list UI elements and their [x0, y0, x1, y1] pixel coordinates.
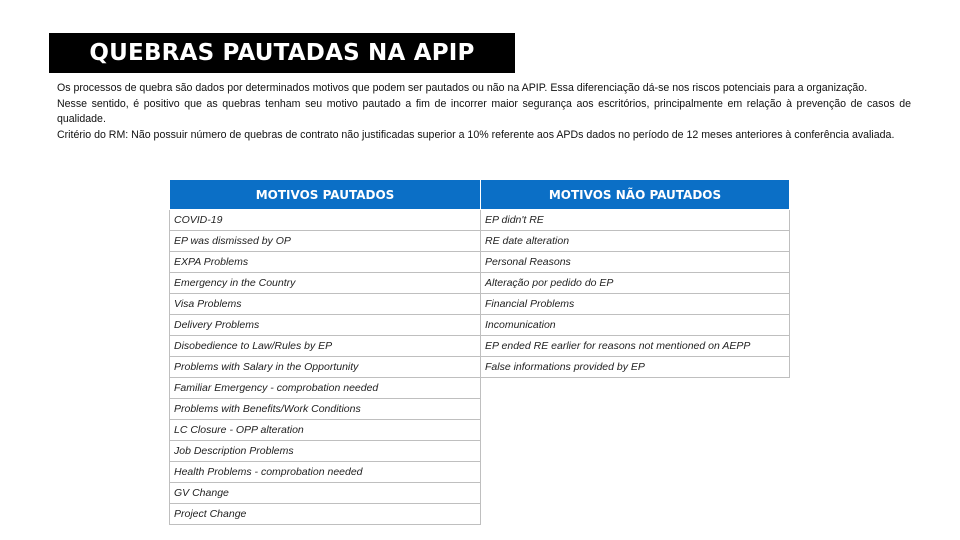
motivo-pautado-cell: Problems with Salary in the Opportunity	[170, 357, 481, 378]
motivo-pautado-cell: Emergency in the Country	[170, 273, 481, 294]
page-title: QUEBRAS PAUTADAS NA APIP	[89, 40, 475, 66]
motivo-pautado-cell: LC Closure - OPP alteration	[170, 420, 481, 441]
motivo-pautado-cell: EXPA Problems	[170, 252, 481, 273]
intro-paragraph-3: Critério do RM: Não possuir número de quebras de contrato não justificadas superior a 10% referente aos APDs dados no período de 12 meses anteriores à conferência avaliada.	[57, 129, 895, 142]
motivo-nao-pautado-cell	[481, 462, 790, 483]
table-row	[170, 420, 790, 441]
table-row	[170, 273, 790, 294]
motivo-pautado-cell: GV Change	[170, 483, 481, 504]
motivo-nao-pautado-cell	[481, 378, 790, 399]
motivo-nao-pautado-cell: RE date alteration	[481, 231, 790, 252]
table-row	[170, 441, 790, 462]
motivo-nao-pautado-cell: Personal Reasons	[481, 252, 790, 273]
table-header-row	[170, 180, 790, 210]
motivo-pautado-cell: Job Description Problems	[170, 441, 481, 462]
motivo-nao-pautado-cell	[481, 483, 790, 504]
table-row	[170, 504, 790, 525]
motivo-nao-pautado-cell	[481, 441, 790, 462]
motivo-pautado-cell: Visa Problems	[170, 294, 481, 315]
motivo-pautado-cell: Health Problems - comprobation needed	[170, 462, 481, 483]
table-row	[170, 315, 790, 336]
motivo-nao-pautado-cell: EP didn't RE	[481, 210, 790, 231]
table-row	[170, 294, 790, 315]
motivo-nao-pautado-cell: EP ended RE earlier for reasons not mentioned on AEPP	[481, 336, 790, 357]
header-motivos-pautados: MOTIVOS PAUTADOS	[170, 180, 481, 210]
motivos-table	[169, 179, 790, 525]
table-row	[170, 483, 790, 504]
table-row	[170, 210, 790, 231]
intro-text	[57, 81, 911, 144]
motivo-nao-pautado-cell: Incomunication	[481, 315, 790, 336]
motivo-pautado-cell: Problems with Benefits/Work Conditions	[170, 399, 481, 420]
table-row	[170, 462, 790, 483]
motivo-nao-pautado-cell	[481, 504, 790, 525]
motivo-nao-pautado-cell: Alteração por pedido do EP	[481, 273, 790, 294]
table-row	[170, 357, 790, 378]
page-title-banner	[49, 33, 515, 73]
motivo-nao-pautado-cell: Financial Problems	[481, 294, 790, 315]
motivo-pautado-cell: EP was dismissed by OP	[170, 231, 481, 252]
motivos-table-body	[170, 210, 790, 525]
table-row	[170, 252, 790, 273]
table-row	[170, 336, 790, 357]
motivo-pautado-cell: Project Change	[170, 504, 481, 525]
table-row	[170, 399, 790, 420]
table-row	[170, 378, 790, 399]
motivo-pautado-cell: Delivery Problems	[170, 315, 481, 336]
intro-paragraph-1: Os processos de quebra são dados por determinados motivos que podem ser pautados ou não na APIP. Essa diferenciação dá-se nos riscos potenciais para a organização.	[57, 82, 868, 94]
motivo-pautado-cell: Familiar Emergency - comprobation needed	[170, 378, 481, 399]
motivo-pautado-cell: COVID-19	[170, 210, 481, 231]
header-motivos-nao-pautados: MOTIVOS NÃO PAUTADOS	[481, 180, 790, 210]
table-row	[170, 231, 790, 252]
motivo-nao-pautado-cell	[481, 420, 790, 441]
motivo-nao-pautado-cell	[481, 399, 790, 420]
motivo-pautado-cell: Disobedience to Law/Rules by EP	[170, 336, 481, 357]
intro-paragraph-2: Nesse sentido, é positivo que as quebras tenham seu motivo pautado a fim de incorrer maior segurança aos escritórios, principalmente em relação à prevenção de casos de qualidade.	[57, 97, 911, 126]
motivo-nao-pautado-cell: False informations provided by EP	[481, 357, 790, 378]
